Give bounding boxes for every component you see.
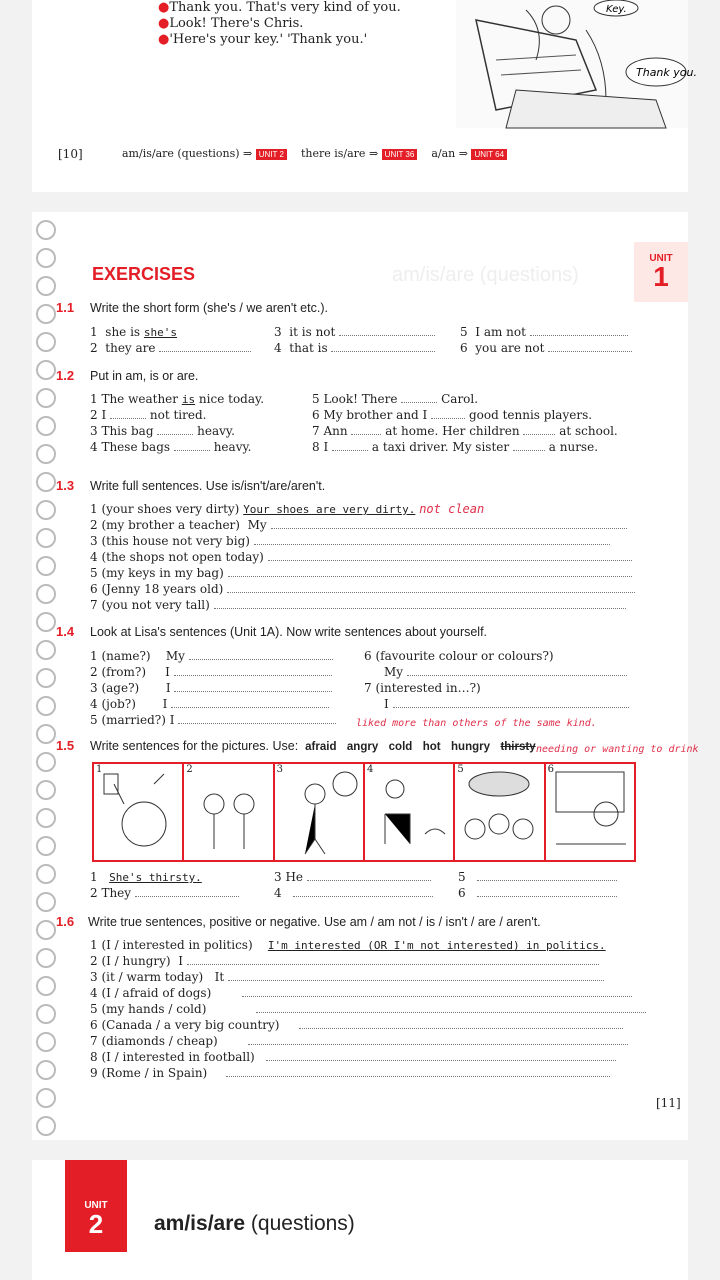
item: 2 I not tired. xyxy=(90,408,207,422)
unit-badge: UNIT 1 xyxy=(634,242,688,302)
picture-strip xyxy=(92,762,636,862)
item: 2 They xyxy=(90,886,239,900)
item: 8 I a taxi driver. My sister a nurse. xyxy=(312,440,599,454)
item: 2 (my brother a teacher) My xyxy=(90,518,627,532)
page-title: EXERCISES xyxy=(92,264,196,284)
picture-5: 5 xyxy=(455,764,545,860)
item: 6 xyxy=(458,886,617,900)
item: 5 I am not xyxy=(460,325,628,339)
item: 3 He xyxy=(274,870,431,884)
item: 2 (I / hungry) I xyxy=(90,954,599,968)
item: 5 (my hands / cold) xyxy=(90,1002,646,1016)
unit-tag[interactable]: UNIT 2 xyxy=(256,149,287,160)
item: 6 (favourite colour or colours?) xyxy=(364,649,554,663)
svg-text:Thank you.: Thank you. xyxy=(636,66,697,79)
bullet-line: ●Look! There's Chris. xyxy=(158,16,304,31)
item: My xyxy=(384,665,627,679)
item: 4 (I / afraid of dogs) xyxy=(90,986,632,1000)
item: 4 (job?) I xyxy=(90,697,329,711)
item: 6 you are not xyxy=(460,341,632,355)
exercise-number: 1.5 xyxy=(56,738,75,753)
item: 2 they are xyxy=(90,341,251,355)
bullet-line: ●Thank you. That's very kind of you. xyxy=(158,0,401,15)
item: 5 (my keys in my bag) xyxy=(90,566,632,580)
item: 5 (married?) I xyxy=(90,713,336,727)
item: 1 (name?) My xyxy=(90,649,333,663)
item: 6 (Canada / a very big country) xyxy=(90,1018,623,1032)
item: 7 Ann at home. Her children at school. xyxy=(312,424,618,438)
item: 1 She's thirsty. xyxy=(90,870,202,884)
item: 8 (I / interested in football) xyxy=(90,1050,616,1064)
handwritten-note: needing or wanting to drink xyxy=(536,744,699,755)
item: 4 xyxy=(274,886,433,900)
page-number: [10] xyxy=(58,147,83,161)
exercise-number: 1.3 xyxy=(56,478,75,493)
item: 3 (it / warm today) It xyxy=(90,970,604,984)
picture-2: 2 xyxy=(184,764,274,860)
unit-title: am/is/are (questions) xyxy=(154,1212,355,1235)
previous-page xyxy=(32,0,697,192)
item: 3 (this house not very big) xyxy=(90,534,610,548)
exercise-instruction: Look at Lisa's sentences (Unit 1A). Now write sentences about yourself. xyxy=(90,625,488,639)
item: 5 xyxy=(458,870,617,884)
handwritten-note: liked more than others of the same kind. xyxy=(356,718,597,729)
item: 6 (Jenny 18 years old) xyxy=(90,582,635,596)
picture-6: 6 xyxy=(546,764,634,860)
item: 2 (from?) I xyxy=(90,665,332,679)
item: 9 (Rome / in Spain) xyxy=(90,1066,610,1080)
bleed-through-text: am/is/are (questions) xyxy=(392,264,579,286)
item: 1 The weather is nice today. xyxy=(90,392,265,406)
picture-1: 1 xyxy=(94,764,184,860)
next-page xyxy=(32,1160,688,1280)
exercise-number: 1.1 xyxy=(56,300,75,315)
exercise-instruction: Write sentences for the pictures. Use: afraid angry cold hot hungry thirsty xyxy=(90,739,536,753)
item: 7 (you not very tall) xyxy=(90,598,626,612)
exercise-instruction: Write full sentences. Use is/isn't/are/aren't. xyxy=(90,479,326,493)
item: 3 (age?) I xyxy=(90,681,332,695)
exercise-number: 1.6 xyxy=(56,914,75,929)
unit-tag[interactable]: UNIT 36 xyxy=(382,149,418,160)
item: 4 that is xyxy=(274,341,435,355)
exercise-number: 1.2 xyxy=(56,368,75,383)
item: 4 These bags heavy. xyxy=(90,440,252,454)
item: 1 (your shoes very dirty) Your shoes are very dirty. not clean xyxy=(90,502,485,516)
exercise-number: 1.4 xyxy=(56,624,75,639)
picture-3: 3 xyxy=(275,764,365,860)
item: 5 Look! There Carol. xyxy=(312,392,479,406)
item: 3 it is not xyxy=(274,325,435,339)
item: 4 (the shops not open today) xyxy=(90,550,632,564)
item: 7 (interested in…?) xyxy=(364,681,481,695)
item: 7 (diamonds / cheap) xyxy=(90,1034,628,1048)
item: 3 This bag heavy. xyxy=(90,424,235,438)
unit-references: am/is/are (questions) ⇒ UNIT 2 there is/are ⇒ UNIT 36 a/an ⇒ UNIT 64 xyxy=(122,147,507,160)
item: 1 (I / interested in politics) I'm interested (OR I'm not interested) in politics. xyxy=(90,938,606,952)
hotel-illustration xyxy=(456,0,697,128)
item: 1 she is she's xyxy=(90,325,178,339)
bullet-line: ●'Here's your key.' 'Thank you.' xyxy=(158,32,368,47)
unit-tag[interactable]: UNIT 64 xyxy=(471,149,507,160)
svg-text:Key.: Key. xyxy=(606,4,627,15)
exercise-instruction: Put in am, is or are. xyxy=(90,369,199,383)
exercise-instruction: Write true sentences, positive or negative. Use am / am not / is / isn't / are / aren't. xyxy=(88,915,541,929)
picture-4: 4 xyxy=(365,764,455,860)
page-number: [11] xyxy=(656,1096,681,1110)
item: 6 My brother and I good tennis players. xyxy=(312,408,593,422)
unit-badge: UNIT 2 xyxy=(65,1160,127,1252)
exercises-page xyxy=(32,212,699,1140)
exercise-instruction: Write the short form (she's / we aren't etc.). xyxy=(90,301,328,315)
item: I xyxy=(384,697,629,711)
